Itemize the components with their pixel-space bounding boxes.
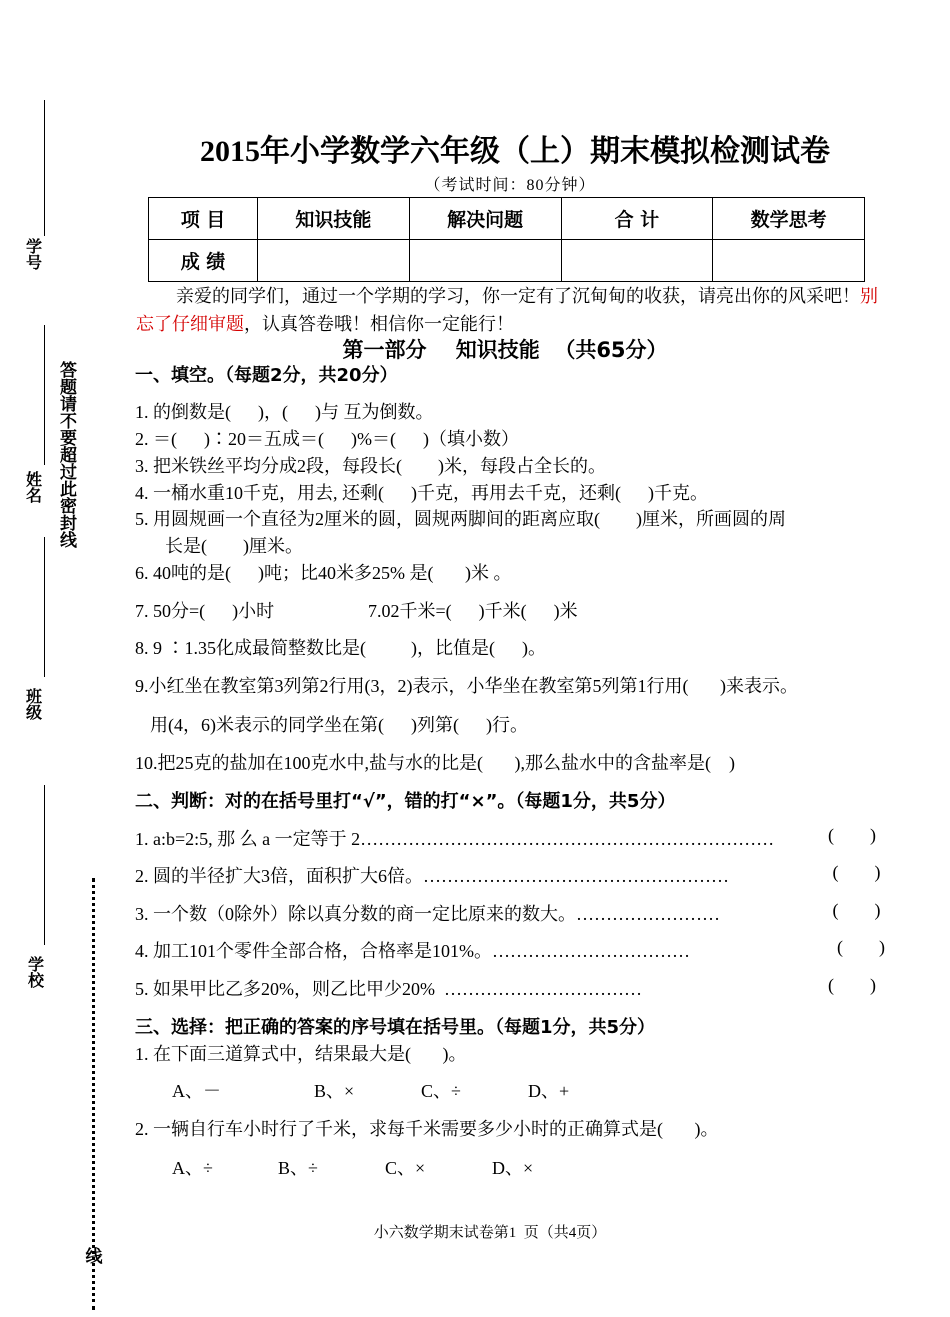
fill-question-9-cont: 用(4，6)米表示的同学坐在第( )列第( )行。 — [150, 715, 528, 735]
choice2-option-c[interactable]: C、× — [385, 1158, 426, 1178]
seal-notice: 答题请不要超过此密封线 — [60, 361, 87, 550]
intro-paragraph — [136, 282, 884, 338]
judge-answer-3[interactable]: ( ) — [828, 900, 881, 920]
choice-question-2: 2. 一辆自行车小时行了千米，求每千米需要多少小时的正确算式是( )。 — [135, 1119, 719, 1139]
score-cell-problem-solving[interactable] — [409, 240, 561, 282]
choice2-option-d[interactable]: D、× — [492, 1158, 534, 1178]
choice1-option-a[interactable]: A、－ — [172, 1081, 221, 1101]
fill-question-4: 4. 一桶水重10千克，用去, 还剩( )千克，再用去千克，还剩( )千克。 — [135, 483, 708, 503]
fill-question-5: 5. 用圆规画一个直径为2厘米的圆，圆规两脚间的距离应取( )厘米，所画圆的周 — [135, 509, 786, 529]
judge-answer-5[interactable]: ( ) — [828, 975, 876, 995]
section2-title: 二、判断：对的在括号里打“√”，错的打“×”。（每题1分，共5分） — [135, 791, 676, 812]
binding-line-3 — [44, 537, 45, 677]
choice1-option-b[interactable]: B、× — [314, 1081, 355, 1101]
page-footer: 小六数学期末试卷第1 页（共4页） — [373, 1225, 607, 1241]
section1-title: 一、填空。（每题2分，共20分） — [135, 365, 398, 386]
part-title: 第一部分 知识技能 （共65分） — [342, 338, 668, 362]
judge-question-4: 4. 加工101个零件全部合格，合格率是101%。…………………………… — [135, 941, 690, 961]
score-cell-math-thinking[interactable] — [713, 240, 865, 282]
line-mark: 线 — [85, 1247, 103, 1266]
choice2-option-b[interactable]: B、÷ — [278, 1158, 318, 1178]
score-table-header-row — [149, 198, 865, 240]
judge-question-3: 3. 一个数（0除外）除以真分数的商一定比原来的数大。…………………… — [135, 904, 720, 924]
fill-question-5-cont: 长是( )厘米。 — [165, 536, 303, 556]
fill-question-9: 9.小红坐在教室第3列第2行用(3，2)表示，小华坐在教室第5列第1行用( )来表示。 — [135, 676, 798, 696]
student-id-label: 学号 — [26, 239, 53, 272]
fill-question-2: 2. ＝( )∶20＝五成＝( )%＝( )（填小数） — [135, 429, 519, 449]
choice1-option-c[interactable]: C、÷ — [421, 1081, 461, 1101]
judge-answer-4[interactable]: ( ) — [828, 937, 885, 957]
fill-question-10: 10.把25克的盐加在100克水中,盐与水的比是( ),那么盐水中的含盐率是( ) — [135, 753, 735, 773]
name-label: 姓名 — [26, 472, 53, 505]
fill-question-1: 1. 的倒数是( )，( )与 互为倒数。 — [135, 402, 434, 422]
score-header-problem-solving: 解决问题 — [409, 198, 561, 240]
page-title: 2015年小学数学六年级（上）期末模拟检测试卷 — [200, 135, 830, 168]
score-cell-total[interactable] — [561, 240, 713, 282]
class-label: 班级 — [26, 689, 55, 722]
score-header-knowledge: 知识技能 — [258, 198, 410, 240]
fill-question-6: 6. 40吨的是( )吨；比40米多25% 是( )米 。 — [135, 563, 512, 583]
score-header-total: 合 计 — [561, 198, 713, 240]
score-row-label: 成 绩 — [149, 240, 258, 282]
judge-answer-1[interactable]: ( ) — [828, 825, 876, 845]
judge-question-1: 1. a:b=2:5, 那 么 a 一定等于 2…………………………………………………………… — [135, 829, 775, 849]
seal-dotted-line — [92, 878, 95, 1310]
score-table — [148, 197, 865, 282]
fill-question-7b: 7.02千米=( )千米( )米 — [368, 601, 578, 621]
judge-question-2: 2. 圆的半径扩大3倍，面积扩大6倍。…………………………………………… — [135, 866, 729, 886]
score-header-item: 项 目 — [149, 198, 258, 240]
intro-highlight: 别忘了仔细审题 — [136, 286, 878, 334]
choice2-option-a[interactable]: A、÷ — [172, 1158, 213, 1178]
fill-question-8: 8. 9 ∶1.35化成最简整数比是( )，比值是( )。 — [135, 638, 546, 658]
exam-time: （考试时间：80分钟） — [424, 177, 596, 194]
fill-question-3: 3. 把米铁丝平均分成2段，每段长( )米，每段占全长的。 — [135, 456, 606, 476]
score-table-score-row — [149, 240, 865, 282]
judge-answer-2[interactable]: ( ) — [828, 862, 881, 882]
binding-line-4 — [44, 785, 45, 945]
score-header-math-thinking: 数学思考 — [713, 198, 865, 240]
judge-question-5: 5. 如果甲比乙多20%，则乙比甲少20% …………………………… — [135, 979, 642, 999]
score-cell-knowledge[interactable] — [258, 240, 410, 282]
choice1-option-d[interactable]: D、+ — [528, 1081, 570, 1101]
fill-question-7a: 7. 50分=( )小时 — [135, 601, 275, 621]
intro-text-2: ，认真答卷哦！相信你一定能行！ — [244, 314, 514, 334]
choice-question-1: 1. 在下面三道算式中，结果最大是( )。 — [135, 1044, 467, 1064]
school-label: 学校 — [27, 957, 44, 990]
section3-title: 三、选择：把正确的答案的序号填在括号里。（每题1分，共5分） — [135, 1017, 656, 1038]
intro-text-1: 亲爱的同学们，通过一个学期的学习，你一定有了沉甸甸的收获，请亮出你的风采吧！ — [176, 286, 860, 306]
